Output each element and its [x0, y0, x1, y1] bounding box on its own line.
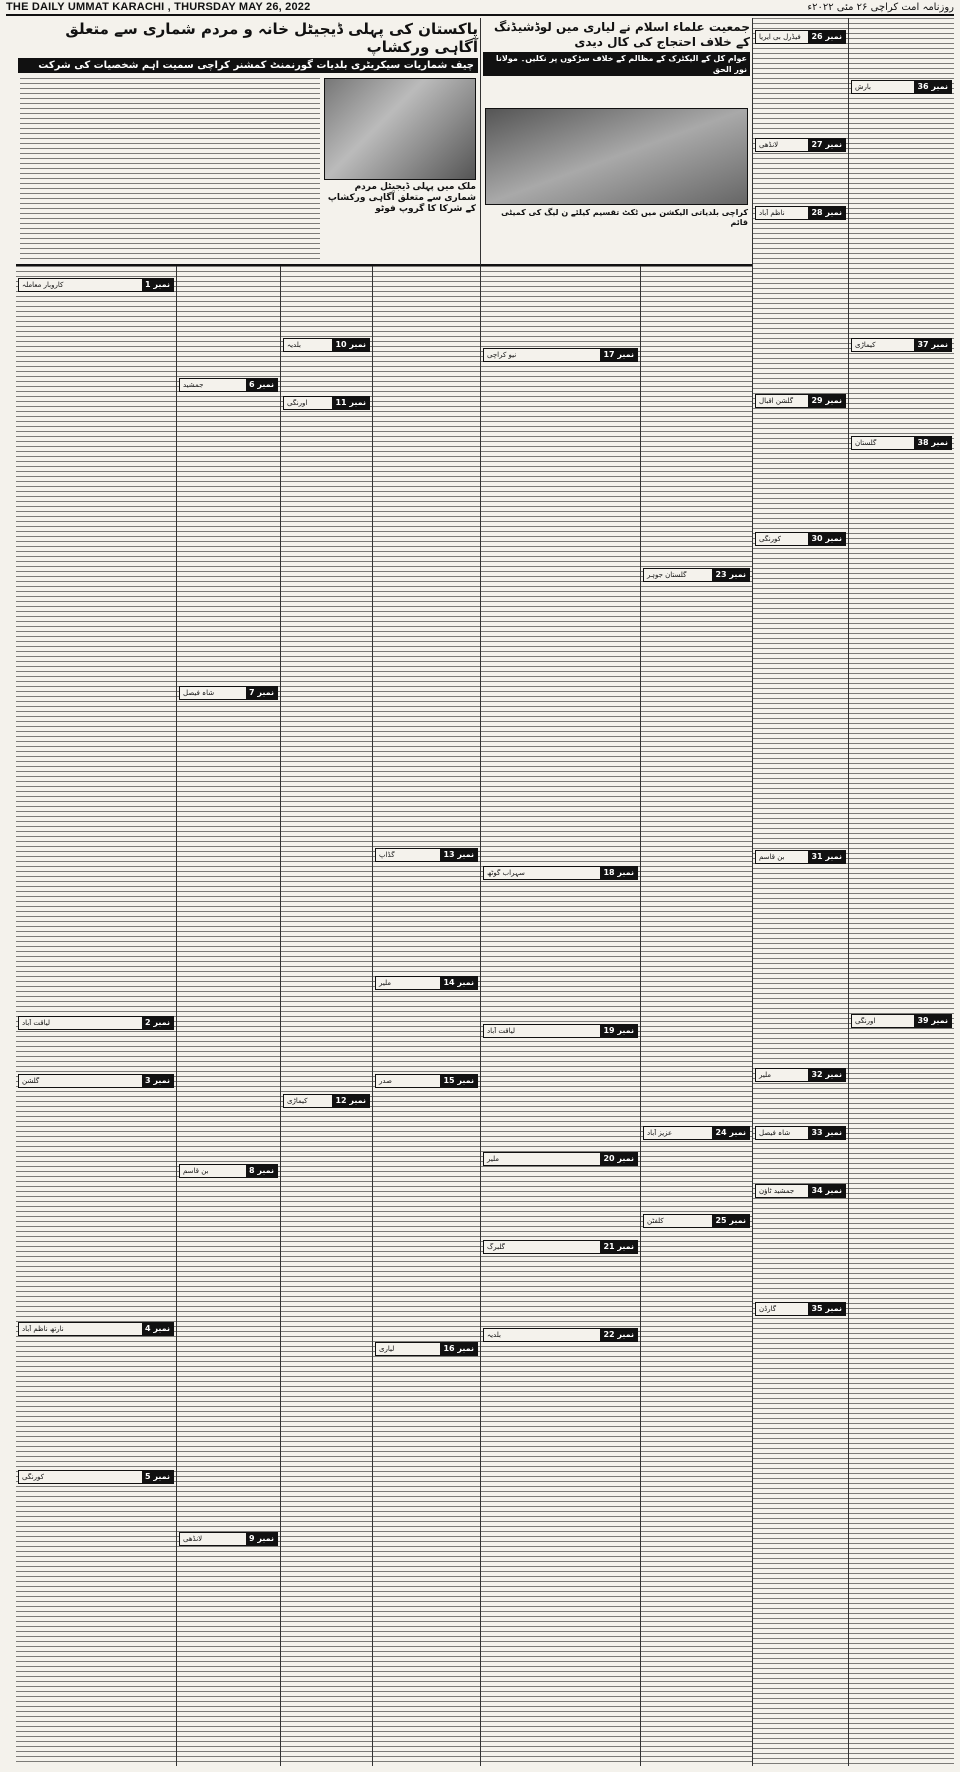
lead-story: [16, 18, 480, 266]
section-heading: نمبر 32 ملیر: [755, 1068, 846, 1082]
column-5: [480, 266, 640, 1766]
section-heading: نمبر 23 گلستان جوہر: [643, 568, 750, 582]
column-8: [848, 18, 954, 1766]
second-subhead: عوام کل کے الیکٹرک کے مظالم کے خلاف سڑکوں پر نکلیں۔ مولانا نور الحق: [483, 52, 750, 76]
second-caption: کراچی بلدیاتی الیکشن میں ٹکٹ تقسیم کیلئے ن لیگ کی کمیٹی قائم: [501, 208, 748, 227]
section-heading: نمبر 12 کیماڑی: [283, 1094, 370, 1108]
section-heading: نمبر 4 نارتھ ناظم آباد: [18, 1322, 174, 1336]
second-headline: جمعیت علماء اسلام نے لیاری میں لوڈشیڈنگ کے خلاف احتجاج کی کال دیدی: [493, 20, 750, 49]
section-heading: نمبر 34 جمشید ٹاؤن: [755, 1184, 846, 1198]
section-heading: نمبر 7 شاہ فیصل: [179, 686, 278, 700]
column-4: [372, 266, 480, 1766]
section-heading: نمبر 30 کورنگی: [755, 532, 846, 546]
section-heading: نمبر 26 فیڈرل بی ایریا: [755, 30, 846, 44]
section-heading: نمبر 35 گارڈن: [755, 1302, 846, 1316]
section-heading: نمبر 14 ملیر: [375, 976, 478, 990]
lead-caption: ملک میں پہلی ڈیجیٹل مردم شماری سے متعلق آگاہی ورکشاپ کے شرکا کا گروپ فوٹو: [327, 182, 476, 214]
section-heading: نمبر 2 لیاقت آباد: [18, 1016, 174, 1030]
section-heading: نمبر 29 گلشن اقبال: [755, 394, 846, 408]
section-heading: نمبر 25 کلفٹن: [643, 1214, 750, 1228]
section-heading: نمبر 39 اورنگی: [851, 1014, 952, 1028]
section-heading: نمبر 13 گڈاپ: [375, 848, 478, 862]
section-heading: نمبر 6 جمشید: [179, 378, 278, 392]
section-heading: نمبر 21 گلبرگ: [483, 1240, 638, 1254]
section-heading: نمبر 1 کاروبار معاملہ: [18, 278, 174, 292]
section-heading: نمبر 17 نیو کراچی: [483, 348, 638, 362]
page-content: [6, 18, 954, 1766]
section-heading: نمبر 16 لیاری: [375, 1342, 478, 1356]
section-heading: نمبر 22 بلدیہ: [483, 1328, 638, 1342]
section-heading: نمبر 10 بلدیہ: [283, 338, 370, 352]
lead-photo: [324, 78, 476, 180]
section-heading: نمبر 33 شاہ فیصل: [755, 1126, 846, 1140]
masthead-urdu: روزنامہ امت کراچی ۲۶ مئی ۲۰۲۲ء: [807, 1, 954, 13]
section-heading: نمبر 19 لیاقت آباد: [483, 1024, 638, 1038]
lead-subhead: چیف شماریات سیکریٹری بلدیات گورنمنٹ کمشنر کراچی سمیت اہم شخصیات کی شرکت: [18, 58, 478, 73]
section-heading: نمبر 27 لانڈھی: [755, 138, 846, 152]
section-heading: نمبر 5 کورنگی: [18, 1470, 174, 1484]
section-heading: نمبر 20 ملیر: [483, 1152, 638, 1166]
section-heading: نمبر 8 بن قاسم: [179, 1164, 278, 1178]
lead-headline: پاکستان کی پہلی ڈیجیٹل خانہ و مردم شماری سے متعلق آگاہی ورکشاپ: [65, 20, 478, 56]
second-story: [480, 18, 752, 266]
section-heading: نمبر 36 بارش: [851, 80, 952, 94]
section-heading: نمبر 37 کیماڑی: [851, 338, 952, 352]
section-heading: نمبر 38 گلستان: [851, 436, 952, 450]
section-heading: نمبر 9 لانڈھی: [179, 1532, 278, 1546]
column-2: [176, 266, 280, 1766]
masthead: [6, 0, 954, 16]
lead-body-text: [20, 78, 320, 260]
section-heading: نمبر 3 گلشن: [18, 1074, 174, 1088]
column-7: [752, 18, 848, 1766]
section-heading: نمبر 31 بن قاسم: [755, 850, 846, 864]
masthead-english: THE DAILY UMMAT KARACHI , THURSDAY MAY 26, 2022: [6, 1, 311, 13]
section-heading: نمبر 15 صدر: [375, 1074, 478, 1088]
section-heading: نمبر 28 ناظم آباد: [755, 206, 846, 220]
section-heading: نمبر 24 عزیز آباد: [643, 1126, 750, 1140]
column-6: [640, 266, 752, 1766]
column-3: [280, 266, 372, 1766]
section-heading: نمبر 11 اورنگی: [283, 396, 370, 410]
section-heading: نمبر 18 سہراب گوٹھ: [483, 866, 638, 880]
second-photo: [485, 108, 748, 205]
column-1: [16, 266, 176, 1766]
